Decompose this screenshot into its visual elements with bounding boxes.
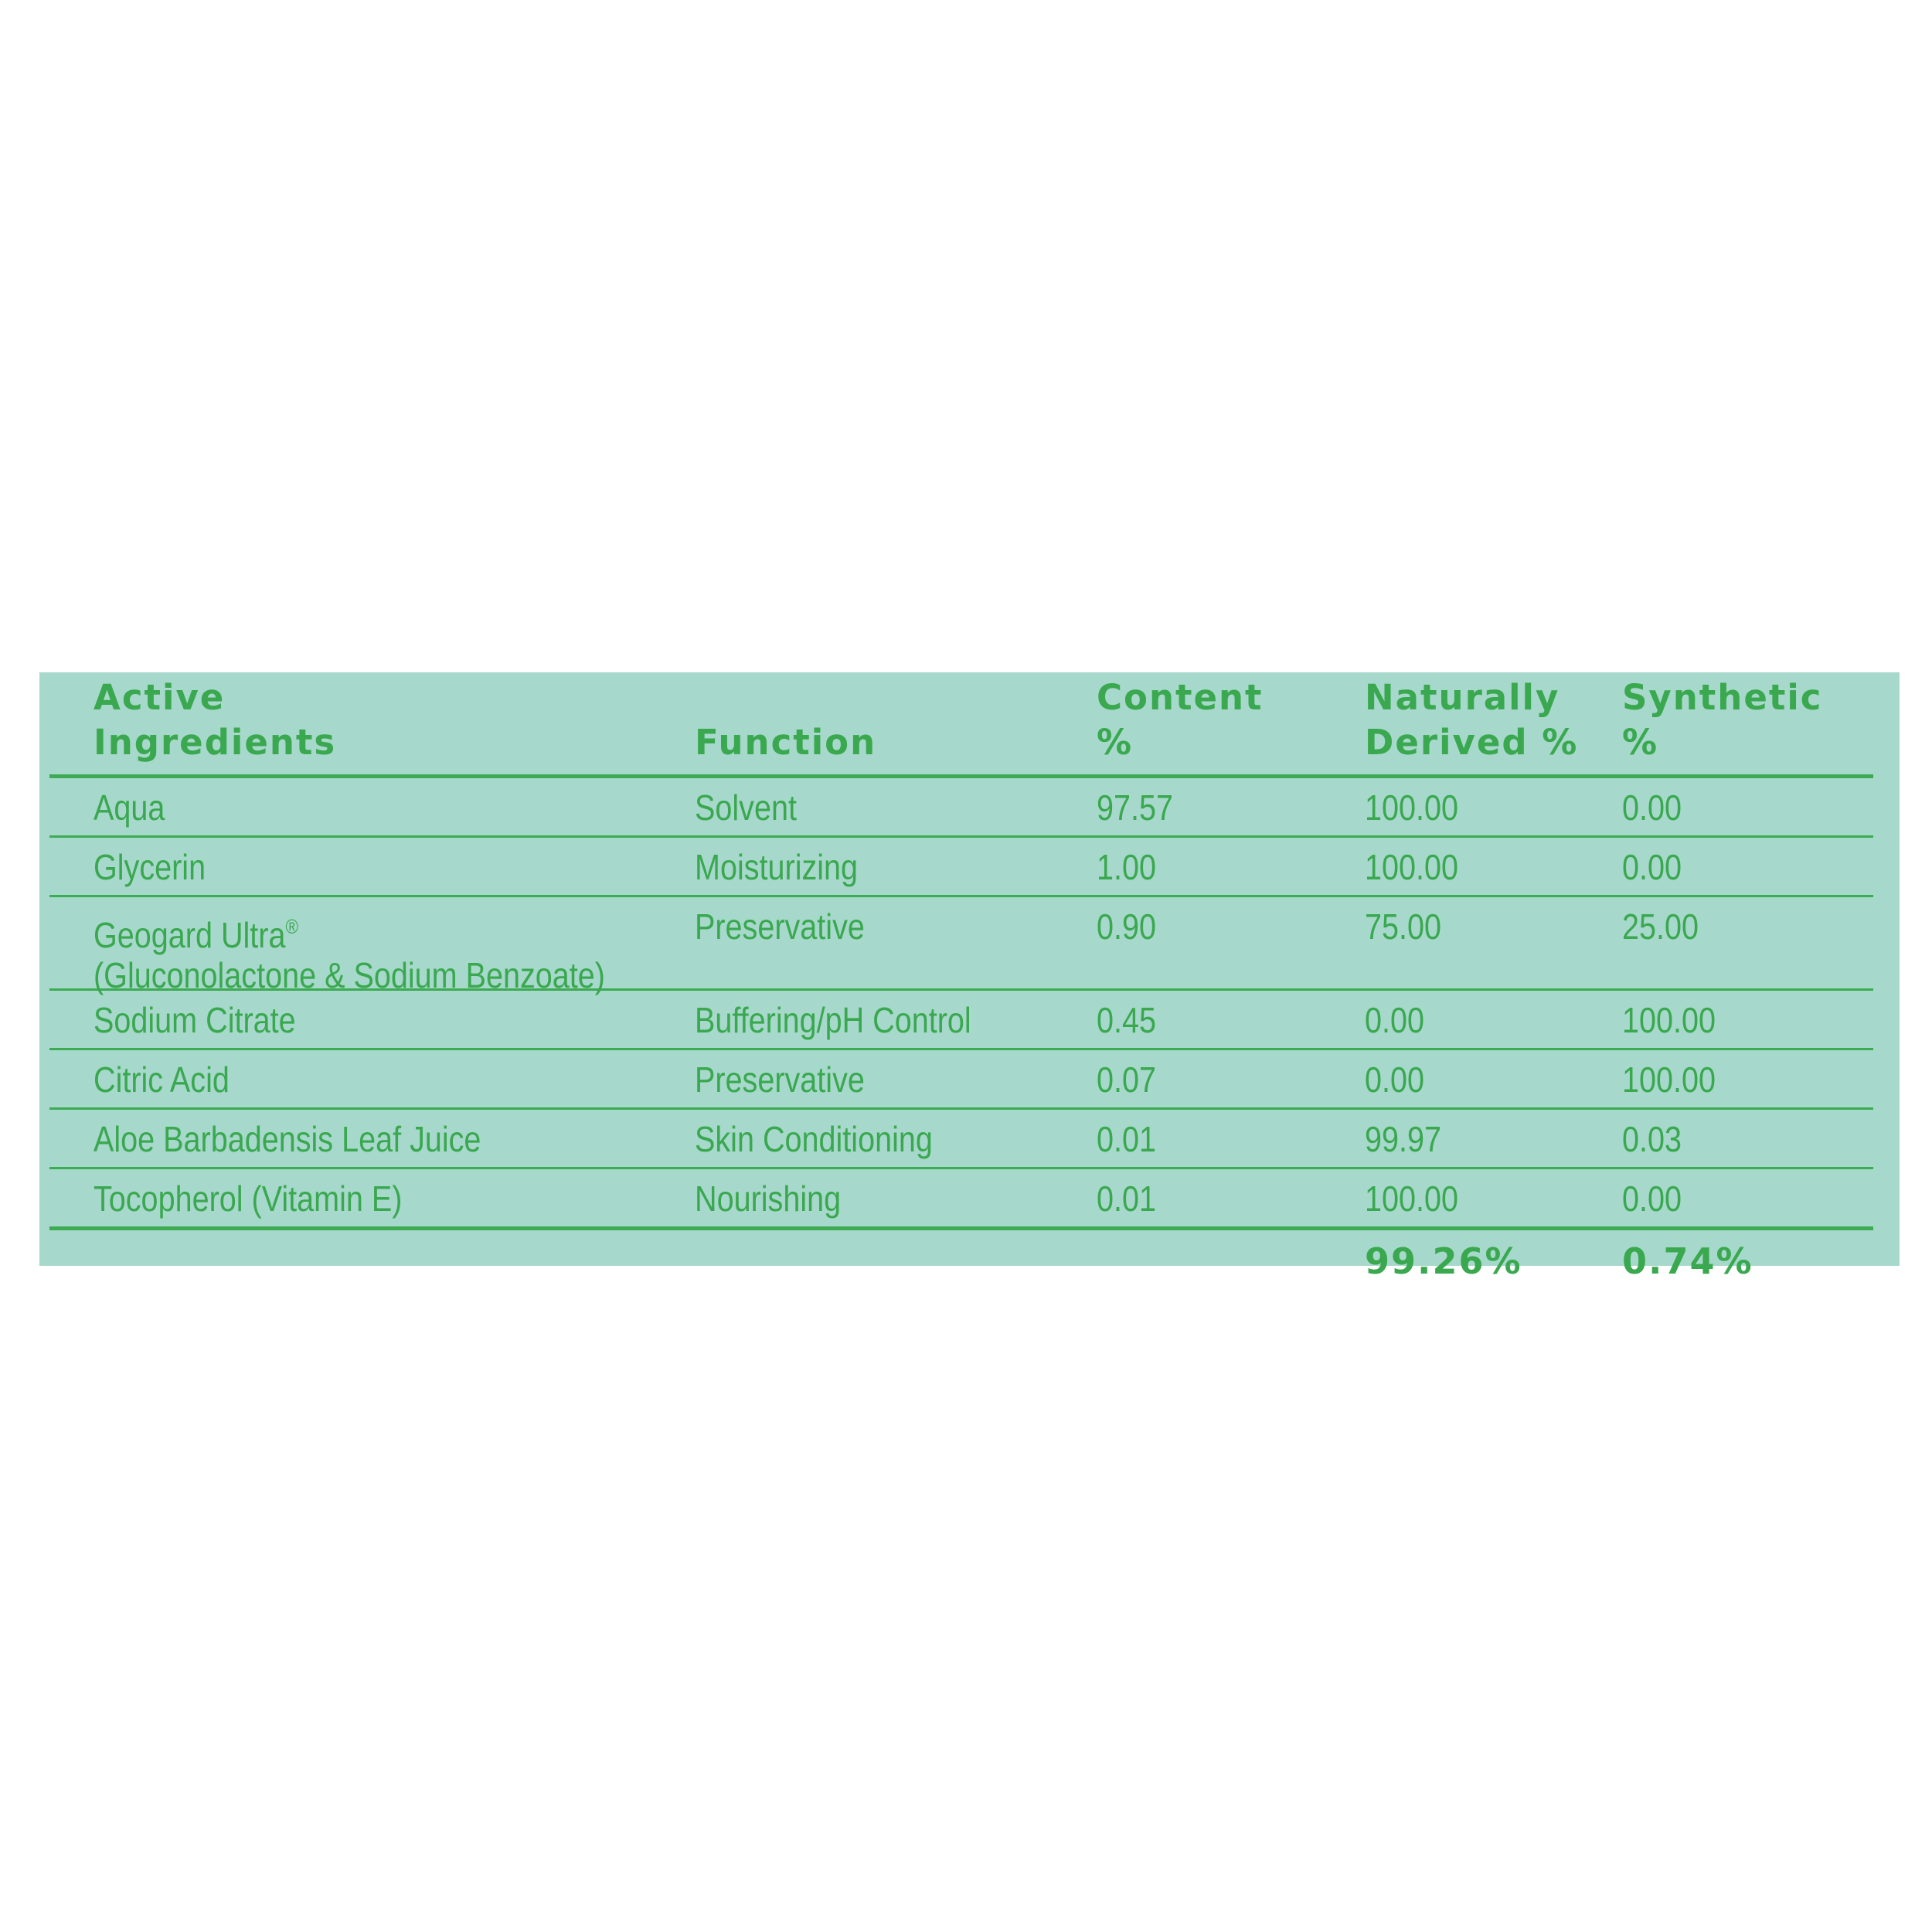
header-content-percent: Content % — [1097, 677, 1264, 763]
content-value: 97.57 — [1097, 787, 1174, 828]
table-row — [49, 1110, 1873, 1169]
synthetic-value: 25.00 — [1622, 906, 1699, 947]
totals-row — [49, 1230, 1873, 1284]
synthetic-value: 0.00 — [1622, 847, 1682, 887]
ingredient-function: Preservative — [695, 906, 865, 947]
ingredients-panel — [39, 672, 1900, 1282]
ingredient-subtitle: (Gluconolactone & Sodium Benzoate) — [94, 955, 605, 995]
synthetic-value: 0.00 — [1622, 1179, 1682, 1219]
synthetic-value: 0.00 — [1622, 787, 1682, 828]
natural-value: 0.00 — [1365, 1060, 1424, 1100]
header-synthetic-percent: Synthetic % — [1622, 677, 1823, 763]
natural-value: 100.00 — [1365, 787, 1459, 828]
natural-value: 99.97 — [1365, 1119, 1442, 1159]
content-value: 0.01 — [1097, 1179, 1156, 1219]
content-value: 1.00 — [1097, 847, 1156, 887]
registered-mark: ® — [285, 915, 298, 938]
table-header-row — [49, 672, 1873, 778]
ingredient-function: Skin Conditioning — [695, 1119, 933, 1159]
ingredient-name: Glycerin — [94, 847, 206, 887]
table-row — [49, 838, 1873, 897]
natural-value: 0.00 — [1365, 1000, 1424, 1040]
content-value: 0.07 — [1097, 1060, 1156, 1100]
synthetic-value: 100.00 — [1622, 1000, 1716, 1040]
natural-value: 100.00 — [1365, 1179, 1459, 1219]
header-function: Function — [695, 722, 877, 763]
ingredient-function: Preservative — [695, 1060, 865, 1100]
header-naturally-derived-percent: Naturally Derived % — [1365, 677, 1579, 763]
table-row — [49, 897, 1873, 995]
total-naturally-derived: 99.26% — [1365, 1240, 1522, 1282]
ingredient-name: Geogard Ultra® (Gluconolactone & Sodium Benzoate) — [94, 915, 605, 995]
content-value: 0.01 — [1097, 1119, 1156, 1159]
total-synthetic: 0.74% — [1622, 1240, 1753, 1282]
table-row — [49, 1169, 1873, 1230]
content-value: 0.90 — [1097, 906, 1156, 947]
ingredient-function: Nourishing — [695, 1179, 842, 1219]
ingredient-function: Moisturizing — [695, 847, 859, 887]
header-active-ingredients: Active Ingredients — [94, 677, 337, 763]
ingredient-name: Aloe Barbadensis Leaf Juice — [94, 1119, 481, 1159]
table-row — [49, 1050, 1873, 1110]
table-row — [49, 778, 1873, 838]
synthetic-value: 0.03 — [1622, 1119, 1682, 1159]
natural-value: 100.00 — [1365, 847, 1459, 887]
ingredient-name: Aqua — [94, 787, 165, 828]
ingredient-function: Buffering/pH Control — [695, 1000, 971, 1040]
synthetic-value: 100.00 — [1622, 1060, 1716, 1100]
ingredients-table — [49, 672, 1873, 1284]
ingredient-name: Tocopherol (Vitamin E) — [94, 1179, 403, 1219]
table-row — [49, 991, 1873, 1050]
natural-value: 75.00 — [1365, 906, 1442, 947]
content-value: 0.45 — [1097, 1000, 1156, 1040]
ingredient-function: Solvent — [695, 787, 797, 828]
ingredient-name: Sodium Citrate — [94, 1000, 296, 1040]
ingredient-name: Citric Acid — [94, 1060, 230, 1100]
